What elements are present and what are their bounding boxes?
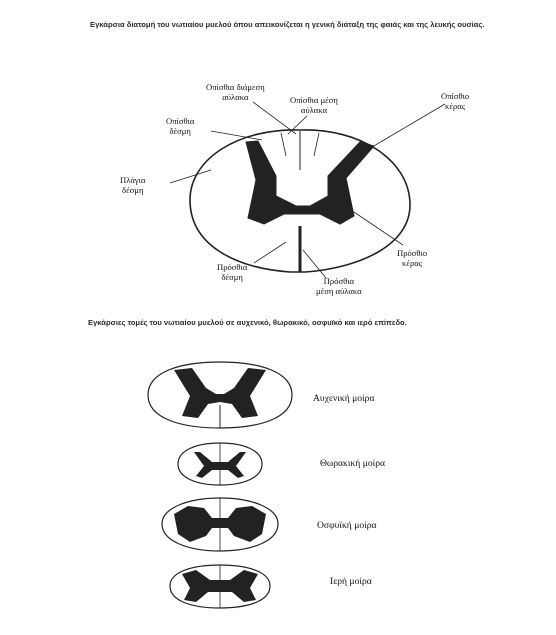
label-anterior-funiculus: Πρόσθια δέσμη [217,262,248,282]
label-cervical: Αυχενική μοίρα [313,393,375,404]
main-cross-section [190,130,410,272]
label-posterior-funiculus: Οπίσθια δέσμη [166,116,195,136]
sacral-section [170,565,270,608]
cervical-section [148,362,292,428]
caption-bottom: Εγκάρσιες τομές του νωτιαίου μυελού σε αυχενικό, θωρακικό, οσφυϊκό και ιερό επίπεδο. [88,318,407,327]
label-lateral-funiculus: Πλάγια δέσμη [120,175,146,195]
caption-top: Εγκάρσια διατομή του νωτιαίου μυελού όπου απεικονίζεται η γενική διάταξη της φαιάς και της λευκής ουσίας. [90,20,485,29]
label-posterior-horn: Οπίσθιο κέρας [441,91,470,111]
thoracic-section [178,443,262,485]
label-anterior-horn: Πρόσθιο κέρας [397,248,428,268]
leader-posterior-horn [367,104,445,150]
label-thoracic: Θωρακική μοίρα [320,458,386,469]
label-sacral: Ιερή μοίρα [330,576,372,587]
label-posterior-median-sulcus: Οπίσθια διάμεση αύλακα [206,82,265,102]
label-posterior-intermediate-sulcus: Οπίσθια μέση αύλακα [290,95,338,115]
label-lumbar: Οσφυϊκή μοίρα [317,520,377,531]
label-anterior-median-fissure: Πρόσθια μέση αύλακα [316,276,362,296]
lumbar-section [162,498,278,551]
